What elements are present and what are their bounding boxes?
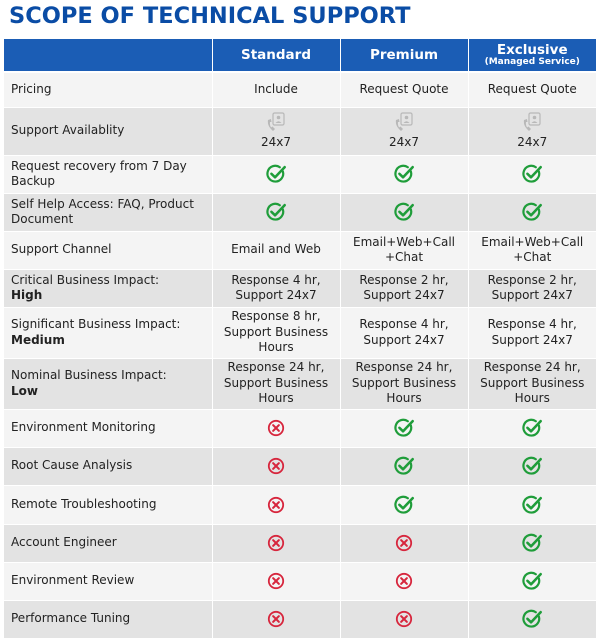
check-icon [393, 455, 415, 477]
cell-exclusive: Response 4 hr, Support 24x7 [468, 307, 596, 358]
cell-exclusive: Email+Web+Call +Chat [468, 231, 596, 269]
cell-exclusive [468, 600, 596, 638]
check-icon [521, 163, 543, 185]
cell-exclusive [468, 485, 596, 524]
header-standard: Standard [212, 39, 340, 72]
table-header-row [4, 39, 596, 72]
row-label: Support Availablity [4, 107, 212, 155]
table-row-critical-impact [4, 269, 596, 307]
table-row-root-cause-analysis [4, 447, 596, 485]
cross-icon [395, 610, 413, 628]
cross-icon [395, 534, 413, 552]
phone-support-icon [393, 111, 415, 133]
row-label: Significant Business Impact: Medium [4, 307, 212, 358]
cross-icon [267, 610, 285, 628]
check-icon [521, 608, 543, 630]
table-row-support-channel [4, 231, 596, 269]
cell-premium [340, 409, 468, 447]
cell-premium: Response 24 hr, Support Business Hours [340, 358, 468, 409]
cell-standard: Response 4 hr, Support 24x7 [212, 269, 340, 307]
row-label: Performance Tuning [4, 600, 212, 638]
page-title: SCOPE OF TECHNICAL SUPPORT [9, 3, 411, 29]
table-row-support-availability [4, 107, 596, 155]
cell-exclusive: Request Quote [468, 72, 596, 107]
cell-standard [212, 155, 340, 193]
table-row-nominal-impact [4, 358, 596, 409]
table-row-self-help [4, 193, 596, 231]
cell-exclusive [468, 524, 596, 562]
availability-text: 24x7 [517, 135, 548, 150]
cell-premium [340, 562, 468, 600]
cell-standard: Response 8 hr, Support Business Hours [212, 307, 340, 358]
table-row-environment-monitoring [4, 409, 596, 447]
cross-icon [267, 534, 285, 552]
cell-exclusive [468, 447, 596, 485]
row-label: Remote Troubleshooting [4, 485, 212, 524]
cross-icon [267, 572, 285, 590]
row-label: Self Help Access: FAQ, Product Document [4, 193, 212, 231]
row-label: Critical Business Impact: High [4, 269, 212, 307]
check-icon [521, 532, 543, 554]
cell-exclusive: Response 24 hr, Support Business Hours [468, 358, 596, 409]
check-icon [521, 417, 543, 439]
cross-icon [267, 457, 285, 475]
cell-standard [212, 447, 340, 485]
cell-premium [340, 155, 468, 193]
table-row-environment-review [4, 562, 596, 600]
row-label: Environment Review [4, 562, 212, 600]
check-icon [393, 417, 415, 439]
cross-icon [395, 572, 413, 590]
cell-premium [340, 193, 468, 231]
table-row-significant-impact [4, 307, 596, 358]
cell-standard [212, 524, 340, 562]
support-scope-table [4, 39, 596, 639]
check-icon [521, 455, 543, 477]
cell-premium: Email+Web+Call +Chat [340, 231, 468, 269]
row-label: Request recovery from 7 Day Backup [4, 155, 212, 193]
cell-standard [212, 562, 340, 600]
header-exclusive-sub: (Managed Service) [484, 57, 580, 67]
check-icon [265, 201, 287, 223]
row-label: Root Cause Analysis [4, 447, 212, 485]
cell-exclusive [468, 409, 596, 447]
table-row-backup-recovery [4, 155, 596, 193]
header-blank-cell [4, 39, 212, 72]
phone-support-icon [265, 111, 287, 133]
row-label: Account Engineer [4, 524, 212, 562]
cell-standard: Response 24 hr, Support Business Hours [212, 358, 340, 409]
check-icon [521, 494, 543, 516]
check-icon [521, 570, 543, 592]
cell-premium: Request Quote [340, 72, 468, 107]
row-label: Pricing [4, 72, 212, 107]
cell-premium [340, 447, 468, 485]
table-row-pricing [4, 72, 596, 107]
cell-standard [212, 107, 340, 155]
check-icon [521, 201, 543, 223]
cross-icon [267, 496, 285, 514]
row-label: Support Channel [4, 231, 212, 269]
row-label: Environment Monitoring [4, 409, 212, 447]
cell-standard [212, 485, 340, 524]
cell-premium [340, 524, 468, 562]
availability-text: 24x7 [260, 135, 291, 150]
cell-exclusive [468, 193, 596, 231]
check-icon [393, 201, 415, 223]
phone-support-icon [521, 111, 543, 133]
cell-exclusive [468, 107, 596, 155]
cell-exclusive [468, 562, 596, 600]
cell-premium: Response 2 hr, Support 24x7 [340, 269, 468, 307]
cell-exclusive: Response 2 hr, Support 24x7 [468, 269, 596, 307]
table-row-performance-tuning [4, 600, 596, 638]
table-row-remote-troubleshooting [4, 485, 596, 524]
availability-text: 24x7 [388, 135, 419, 150]
cell-standard: Include [212, 72, 340, 107]
header-premium: Premium [340, 39, 468, 72]
header-exclusive-label: Exclusive [496, 42, 568, 58]
row-label: Nominal Business Impact: Low [4, 358, 212, 409]
cell-standard [212, 409, 340, 447]
cell-premium [340, 107, 468, 155]
cell-standard: Email and Web [212, 231, 340, 269]
table-row-account-engineer [4, 524, 596, 562]
cell-standard [212, 600, 340, 638]
cell-standard [212, 193, 340, 231]
check-icon [265, 163, 287, 185]
cell-premium [340, 485, 468, 524]
header-exclusive [468, 39, 596, 72]
cell-exclusive [468, 155, 596, 193]
cell-premium [340, 600, 468, 638]
check-icon [393, 494, 415, 516]
cell-premium: Response 4 hr, Support 24x7 [340, 307, 468, 358]
cross-icon [267, 419, 285, 437]
check-icon [393, 163, 415, 185]
